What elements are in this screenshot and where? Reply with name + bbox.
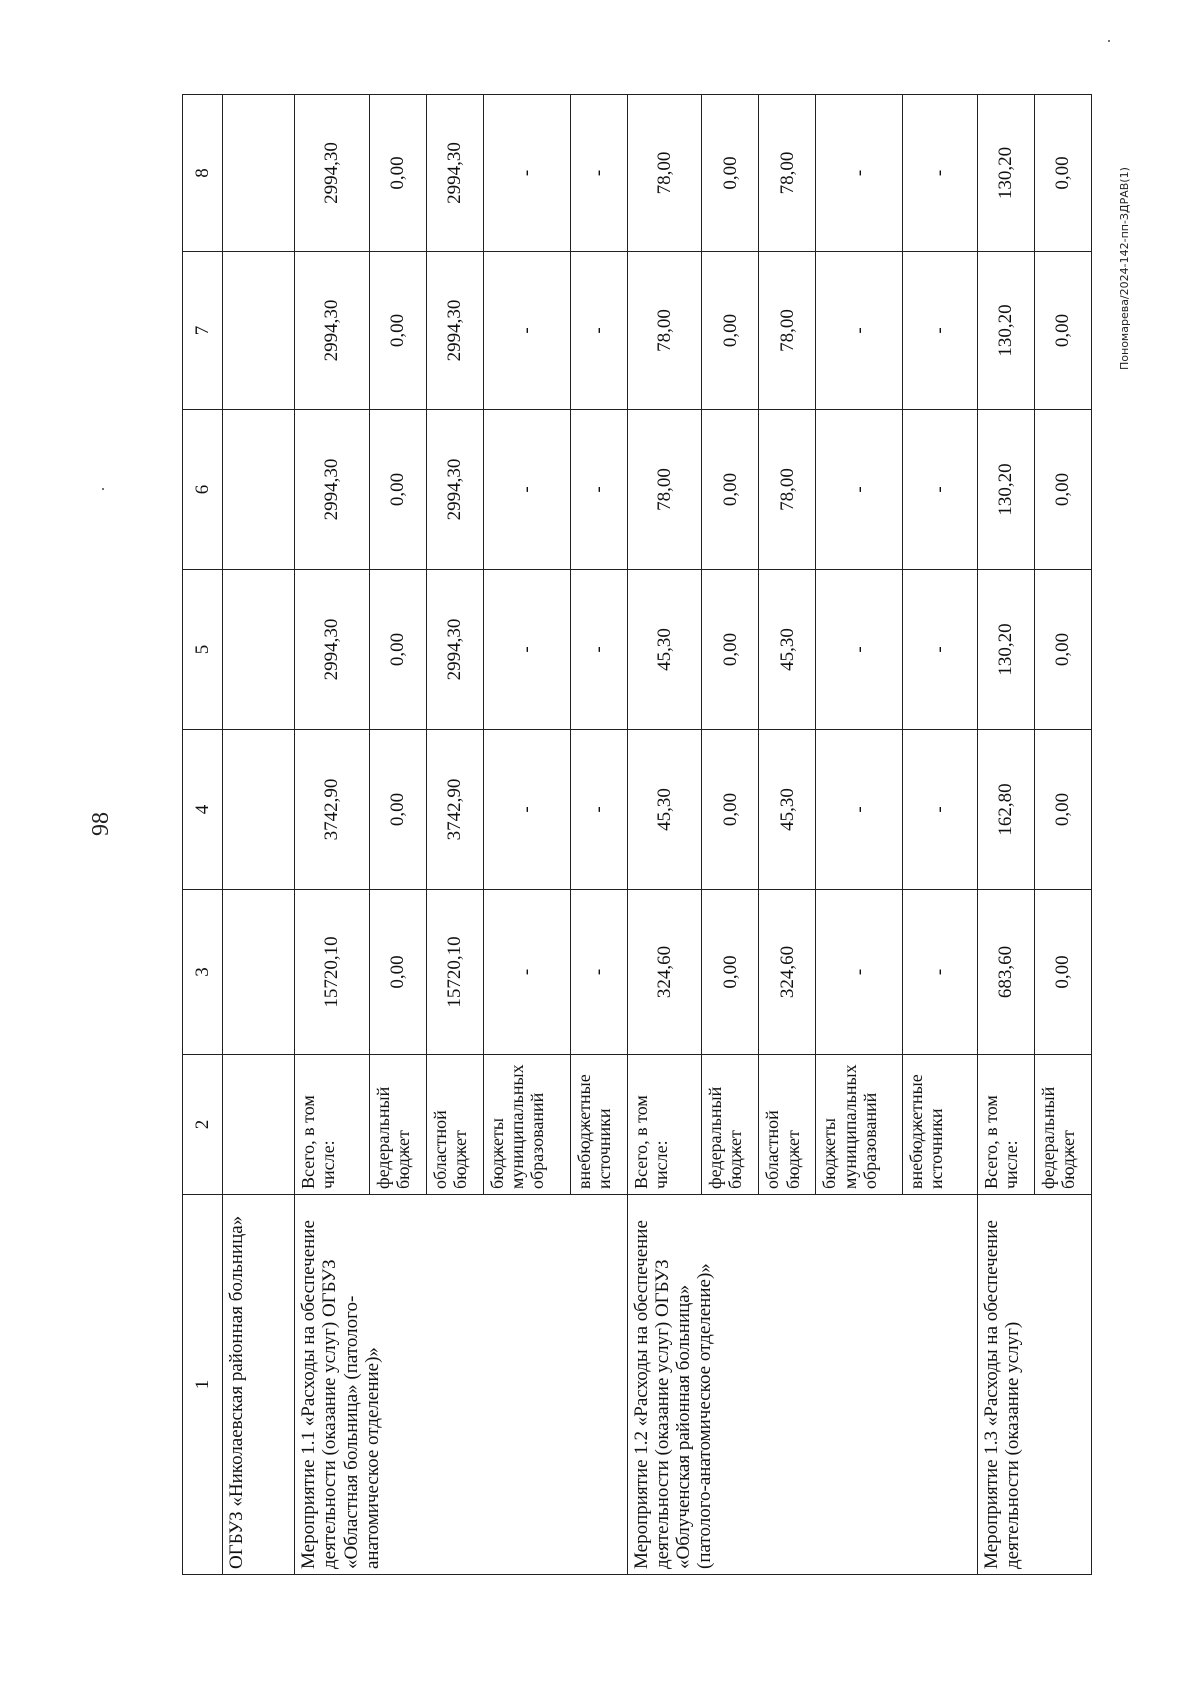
amount-cell: 78,00 xyxy=(759,252,816,410)
event-name: Мероприятие 1.3 «Расходы на обеспечение деятельности (оказание услуг) xyxy=(977,1195,1091,1575)
amount-cell: 0,00 xyxy=(702,890,759,1055)
amount-cell: 15720,10 xyxy=(426,890,483,1055)
amount-cell: 3742,90 xyxy=(426,730,483,890)
amount-cell: - xyxy=(483,570,570,730)
funding-source: внебюджетные источники xyxy=(903,1055,978,1195)
amount-cell: 78,00 xyxy=(759,95,816,252)
budget-table-rotated xyxy=(182,95,1092,1575)
amount-cell: - xyxy=(570,570,627,730)
funding-source: федеральный бюджет xyxy=(1034,1055,1091,1195)
amount-cell: 2994,30 xyxy=(295,252,370,410)
amount-cell: 45,30 xyxy=(627,730,702,890)
scan-speck xyxy=(102,488,104,490)
funding-source: Всего, в том числе: xyxy=(295,1055,370,1195)
amount-cell: 2994,30 xyxy=(295,95,370,252)
amount-cell: 0,00 xyxy=(1034,252,1091,410)
amount-cell: 2994,30 xyxy=(426,95,483,252)
column-number: 7 xyxy=(183,252,223,410)
table-row xyxy=(295,95,370,1575)
amount-cell: 0,00 xyxy=(369,890,426,1055)
empty-cell xyxy=(222,95,294,252)
amount-cell: 78,00 xyxy=(627,95,702,252)
column-number: 5 xyxy=(183,570,223,730)
funding-source: бюджеты муниципальных образований xyxy=(816,1055,903,1195)
amount-cell: - xyxy=(570,890,627,1055)
funding-source: областной бюджет xyxy=(759,1055,816,1195)
amount-cell: 324,60 xyxy=(759,890,816,1055)
amount-cell: - xyxy=(570,730,627,890)
amount-cell: 78,00 xyxy=(627,410,702,570)
column-number: 8 xyxy=(183,95,223,252)
amount-cell: - xyxy=(903,730,978,890)
amount-cell: - xyxy=(903,570,978,730)
empty-cell xyxy=(222,410,294,570)
amount-cell: - xyxy=(903,410,978,570)
amount-cell: 2994,30 xyxy=(426,410,483,570)
budget-table xyxy=(182,94,1092,1575)
amount-cell: 0,00 xyxy=(1034,410,1091,570)
amount-cell: 2994,30 xyxy=(295,410,370,570)
table-row xyxy=(627,95,702,1575)
empty-cell xyxy=(222,252,294,410)
amount-cell: - xyxy=(903,252,978,410)
amount-cell: 45,30 xyxy=(759,730,816,890)
table-row xyxy=(977,95,1034,1575)
funding-source: Всего, в том числе: xyxy=(977,1055,1034,1195)
column-number: 2 xyxy=(183,1055,223,1195)
document-footer: Пономарева/2024-142-пп-ЗДРАВ(1) xyxy=(1118,167,1131,370)
amount-cell: - xyxy=(570,410,627,570)
amount-cell: - xyxy=(570,252,627,410)
amount-cell: - xyxy=(816,570,903,730)
amount-cell: 15720,10 xyxy=(295,890,370,1055)
amount-cell: 0,00 xyxy=(702,730,759,890)
scan-speck xyxy=(1108,40,1110,42)
org-name: ОГБУЗ «Николаевская районная больница» xyxy=(222,1195,294,1575)
amount-cell: - xyxy=(816,410,903,570)
amount-cell: 2994,30 xyxy=(295,570,370,730)
amount-cell: 683,60 xyxy=(977,890,1034,1055)
amount-cell: - xyxy=(816,252,903,410)
amount-cell: 78,00 xyxy=(759,410,816,570)
amount-cell: 0,00 xyxy=(369,95,426,252)
amount-cell: 0,00 xyxy=(369,410,426,570)
funding-source: федеральный бюджет xyxy=(702,1055,759,1195)
amount-cell: 162,80 xyxy=(977,730,1034,890)
amount-cell: - xyxy=(483,252,570,410)
column-number: 6 xyxy=(183,410,223,570)
amount-cell: 130,20 xyxy=(977,410,1034,570)
funding-source: областной бюджет xyxy=(426,1055,483,1195)
funding-source: федеральный бюджет xyxy=(369,1055,426,1195)
org-row xyxy=(222,95,294,1575)
amount-cell: 2994,30 xyxy=(426,252,483,410)
page-number: 98 xyxy=(88,812,114,836)
amount-cell: 0,00 xyxy=(369,252,426,410)
empty-cell xyxy=(222,1055,294,1195)
event-name: Мероприятие 1.1 «Расходы на обеспечение деятельности (оказание услуг) ОГБУЗ «Областная больница» (патолого-анатомическое отделение)» xyxy=(295,1195,628,1575)
amount-cell: - xyxy=(483,95,570,252)
amount-cell: 0,00 xyxy=(702,410,759,570)
amount-cell: 45,30 xyxy=(627,570,702,730)
amount-cell: 45,30 xyxy=(759,570,816,730)
amount-cell: 0,00 xyxy=(702,570,759,730)
column-number: 3 xyxy=(183,890,223,1055)
amount-cell: 0,00 xyxy=(369,730,426,890)
amount-cell: 0,00 xyxy=(1034,95,1091,252)
amount-cell: 0,00 xyxy=(702,252,759,410)
column-number: 1 xyxy=(183,1195,223,1575)
amount-cell: - xyxy=(903,890,978,1055)
amount-cell: - xyxy=(483,890,570,1055)
empty-cell xyxy=(222,890,294,1055)
amount-cell: 130,20 xyxy=(977,95,1034,252)
amount-cell: 0,00 xyxy=(1034,730,1091,890)
funding-source: Всего, в том числе: xyxy=(627,1055,702,1195)
amount-cell: 0,00 xyxy=(369,570,426,730)
amount-cell: - xyxy=(570,95,627,252)
amount-cell: 0,00 xyxy=(1034,890,1091,1055)
amount-cell: - xyxy=(816,890,903,1055)
amount-cell: 2994,30 xyxy=(426,570,483,730)
amount-cell: 78,00 xyxy=(627,252,702,410)
funding-source: бюджеты муниципальных образований xyxy=(483,1055,570,1195)
amount-cell: - xyxy=(816,95,903,252)
amount-cell: 324,60 xyxy=(627,890,702,1055)
amount-cell: - xyxy=(483,730,570,890)
amount-cell: 3742,90 xyxy=(295,730,370,890)
empty-cell xyxy=(222,570,294,730)
amount-cell: 0,00 xyxy=(702,95,759,252)
amount-cell: 0,00 xyxy=(1034,570,1091,730)
amount-cell: - xyxy=(816,730,903,890)
amount-cell: - xyxy=(483,410,570,570)
amount-cell: 130,20 xyxy=(977,252,1034,410)
event-name: Мероприятие 1.2 «Расходы на обеспечение деятельности (оказание услуг) ОГБУЗ «Облученская районная больница» (патолого-анатомическое отделение)» xyxy=(627,1195,977,1575)
empty-cell xyxy=(222,730,294,890)
column-number: 4 xyxy=(183,730,223,890)
funding-source: внебюджетные источники xyxy=(570,1055,627,1195)
header-row xyxy=(183,95,223,1575)
amount-cell: 130,20 xyxy=(977,570,1034,730)
amount-cell: - xyxy=(903,95,978,252)
